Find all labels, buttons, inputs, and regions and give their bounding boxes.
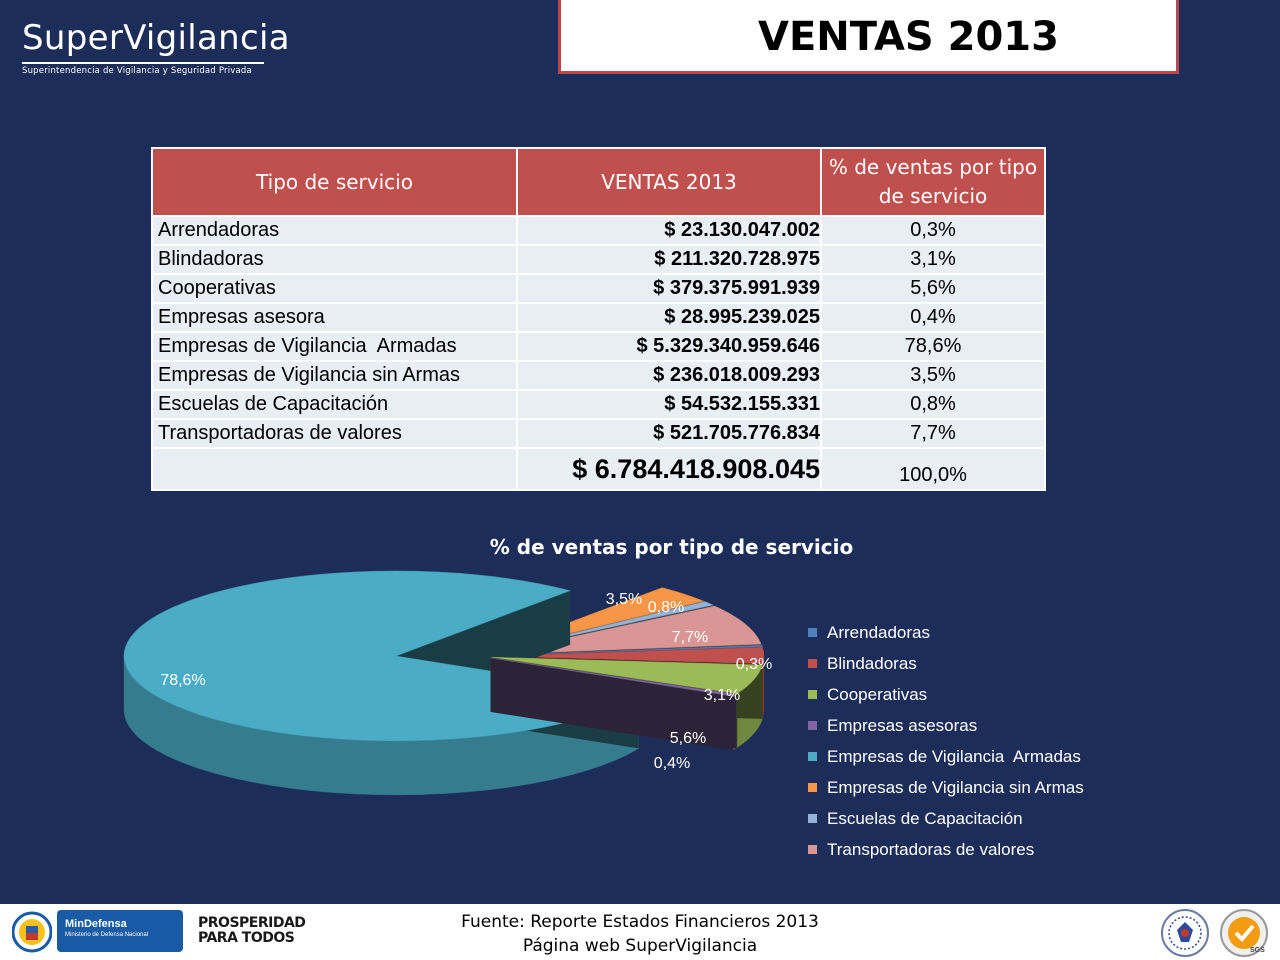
legend-swatch [808,659,817,668]
header-tipo: Tipo de servicio [152,148,517,216]
legend-swatch [808,628,817,637]
cell-tipo: Escuelas de Capacitación [152,390,517,419]
legend-item [808,741,1084,772]
data-label: 5,6% [669,730,707,747]
cell-tipo: Empresas de Vigilancia Armadas [152,332,517,361]
legend-swatch [808,783,817,792]
cell-pct: 5,6% [821,274,1045,303]
cell-ventas: $ 379.375.991.939 [517,274,821,303]
legend-item [808,710,1084,741]
data-label: 0,3% [735,656,773,673]
cell-pct: 0,4% [821,303,1045,332]
cell-pct: 3,5% [821,361,1045,390]
legend-label: Empresas de Vigilancia sin Armas [827,777,1084,797]
header-ventas: VENTAS 2013 [517,148,821,216]
cell-ventas: $ 5.329.340.959.646 [517,332,821,361]
source-line-1: Fuente: Reporte Estados Financieros 2013 [461,912,819,932]
mindefensa-sublabel: Ministerio de Defensa Nacional [65,932,149,938]
logo-title: SuperVigilancia [22,18,290,58]
prosperidad-label: PROSPERIDAD [198,915,306,931]
data-label: 78,6% [160,672,206,689]
legend-item [808,679,1084,710]
legend-swatch [808,721,817,730]
legend-label: Arrendadoras [827,622,931,642]
cell-tipo: Arrendadoras [152,216,517,245]
cell-ventas: $ 54.532.155.331 [517,390,821,419]
data-label: 3,5% [605,591,643,608]
certification-seal-icon [1160,908,1210,958]
legend-label: Blindadoras [827,653,917,673]
mindefensa-label: MinDefensa [65,918,127,930]
legend-item [808,617,1084,648]
legend-label: Transportadoras de valores [827,839,1035,859]
chart-title: % de ventas por tipo de servicio [489,535,854,559]
legend-item [808,648,1084,679]
legend-item [808,772,1084,803]
cell-ventas: $ 521.705.776.834 [517,419,821,448]
source-note [0,910,1280,958]
data-label: 3,1% [703,687,741,704]
data-label: 7,7% [671,629,709,646]
data-label: 0,8% [647,599,685,616]
cell-total-pct: 100,0% [821,448,1045,490]
legend-item [808,803,1084,834]
cell-pct: 0,3% [821,216,1045,245]
cell-pct: 0,8% [821,390,1045,419]
cell-ventas: $ 23.130.047.002 [517,216,821,245]
legend-swatch [808,752,817,761]
logo-subtitle: Superintendencia de Vigilancia y Seguridad Privada [22,66,252,76]
legend-swatch [808,814,817,823]
legend-label: Escuelas de Capacitación [827,808,1023,828]
para-todos-label: PARA TODOS [198,930,295,946]
cell-pct: 3,1% [821,245,1045,274]
legend-label: Cooperativas [827,684,928,704]
cell-ventas: $ 211.320.728.975 [517,245,821,274]
cell-tipo: Transportadoras de valores [152,419,517,448]
footer [0,904,1280,960]
data-label: 0,4% [653,755,691,772]
sgs-label: SGS [1250,947,1265,954]
legend-label: Empresas de Vigilancia Armadas [827,746,1081,766]
legend-label: Empresas asesoras [827,715,978,735]
page-title: VENTAS 2013 [758,14,1059,60]
legend-item [808,834,1084,865]
cell-ventas: $ 28.995.239.025 [517,303,821,332]
cell-pct: 7,7% [821,419,1045,448]
cell-tipo: Empresas asesora [152,303,517,332]
cell-tipo: Empresas de Vigilancia sin Armas [152,361,517,390]
legend-swatch [808,690,817,699]
cell-ventas: $ 236.018.009.293 [517,361,821,390]
chart-legend [808,617,1084,865]
cell-total-ventas: $ 6.784.418.908.045 [517,448,821,490]
cell-tipo: Blindadoras [152,245,517,274]
source-line-2: Página web SuperVigilancia [522,936,758,956]
cell-pct: 78,6% [821,332,1045,361]
header-pct: % de ventas por tipo de servicio [821,148,1045,216]
cell-tipo: Cooperativas [152,274,517,303]
legend-swatch [808,845,817,854]
